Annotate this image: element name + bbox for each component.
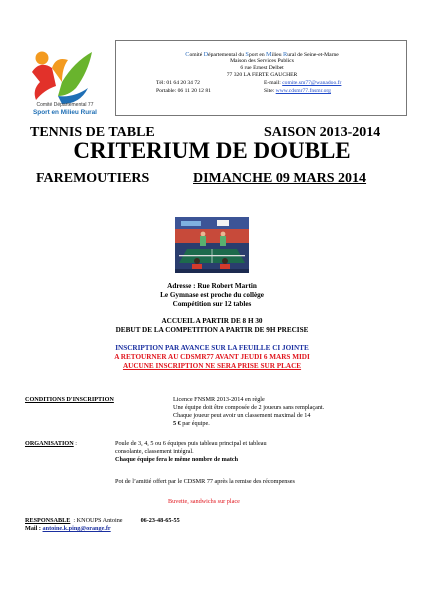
org-address-building: Maison des Services Publics xyxy=(230,58,294,64)
org-email-link[interactable]: comite.sm77@wanadoo.fr xyxy=(282,80,342,86)
event-location: FAREMOUTIERS xyxy=(36,171,150,186)
org-phone: Tél: 01 64 20 34 72 xyxy=(156,80,200,86)
table-tennis-photo xyxy=(175,217,249,273)
logo-title: Sport en Milieu Rural xyxy=(33,109,97,116)
conditions-label: CONDITIONS D'INSCRIPTION xyxy=(25,396,114,403)
registration-deadline: A RETOURNER AU CDSMR77 AVANT JEUDI 6 MARS MIDI xyxy=(114,353,310,361)
contact-mail-row: Mail : antoine.k.ping@orange.fr xyxy=(25,525,111,532)
org-address-city: 77 320 LA FERTE GAUCHER xyxy=(226,72,298,78)
conditions-fee: 5 € par équipe. xyxy=(173,420,210,427)
organisation-matches: Chaque équipe fera le même nombre de match xyxy=(115,456,239,463)
contact-mail-link[interactable]: antoine.k.ping@orange.fr xyxy=(42,525,111,532)
event-title: CRITERIUM DE DOUBLE xyxy=(73,138,351,163)
schedule-welcome: ACCUEIL A PARTIR DE 8 H 30 xyxy=(161,317,263,325)
org-address-street: 6 rue Ernest Delbet xyxy=(240,65,284,71)
org-mobile: Portable: 06 11 20 12 81 xyxy=(156,88,211,94)
venue-address: Adresse : Rue Robert Martin xyxy=(167,282,257,290)
org-email-row: E-mail: comite.sm77@wanadoo.fr xyxy=(264,80,342,86)
org-site-row: Site: www.cdsmr77.fnsmr.org xyxy=(264,88,331,94)
org-name: Comité Départemental du Sport en Milieu Rural de Seine-et-Marne xyxy=(185,51,339,58)
contact-responsible: RESPONSABLE : KNOUPS Antoine 06-23-48-65-55 xyxy=(25,517,180,524)
registration-advance: INSCRIPTION PAR AVANCE SUR LA FEUILLE CI JOINTE xyxy=(115,344,309,352)
venue-tables: Compétition sur 12 tables xyxy=(172,300,252,308)
organisation-drinks: Pot de l’amitié offert par le CDSMR 77 après la remise des récompenses xyxy=(115,478,295,485)
cdsmr77-logo xyxy=(22,38,106,112)
organisation-refreshments: Buvette, sandwichs sur place xyxy=(168,498,240,505)
organization-header xyxy=(115,40,407,116)
venue-note: Le Gymnase est proche du collège xyxy=(160,291,264,299)
event-date: DIMANCHE 09 MARS 2014 xyxy=(193,171,367,186)
logo-caption: Comité Départemental 77 xyxy=(36,102,94,108)
organisation-ranking: consolante, classement intégral. xyxy=(115,448,194,455)
organisation-pools: Poule de 3, 4, 5 ou 6 équipes puis tableau principal et tableau xyxy=(115,440,267,447)
conditions-licence: Licence FNSMR 2013-2014 en règle xyxy=(173,396,265,403)
schedule-start: DEBUT DE LA COMPETITION A PARTIR DE 9H PRECISE xyxy=(115,326,309,334)
org-site-link[interactable]: www.cdsmr77.fnsmr.org xyxy=(275,88,331,94)
registration-no-onsite: AUCUNE INSCRIPTION NE SERA PRISE SUR PLACE xyxy=(122,362,302,370)
sport-title: TENNIS DE TABLE xyxy=(30,125,155,140)
conditions-team: Une équipe doit être composée de 2 joueurs sans remplaçant. xyxy=(173,404,325,411)
contact-phone: 06-23-48-65-55 xyxy=(140,517,180,524)
season-title: SAISON 2013-2014 xyxy=(264,125,381,140)
organisation-label-row: ORGANISATION : xyxy=(25,440,77,447)
conditions-ranking: Chaque joueur peut avoir un classement maximal de 14 xyxy=(173,412,311,419)
